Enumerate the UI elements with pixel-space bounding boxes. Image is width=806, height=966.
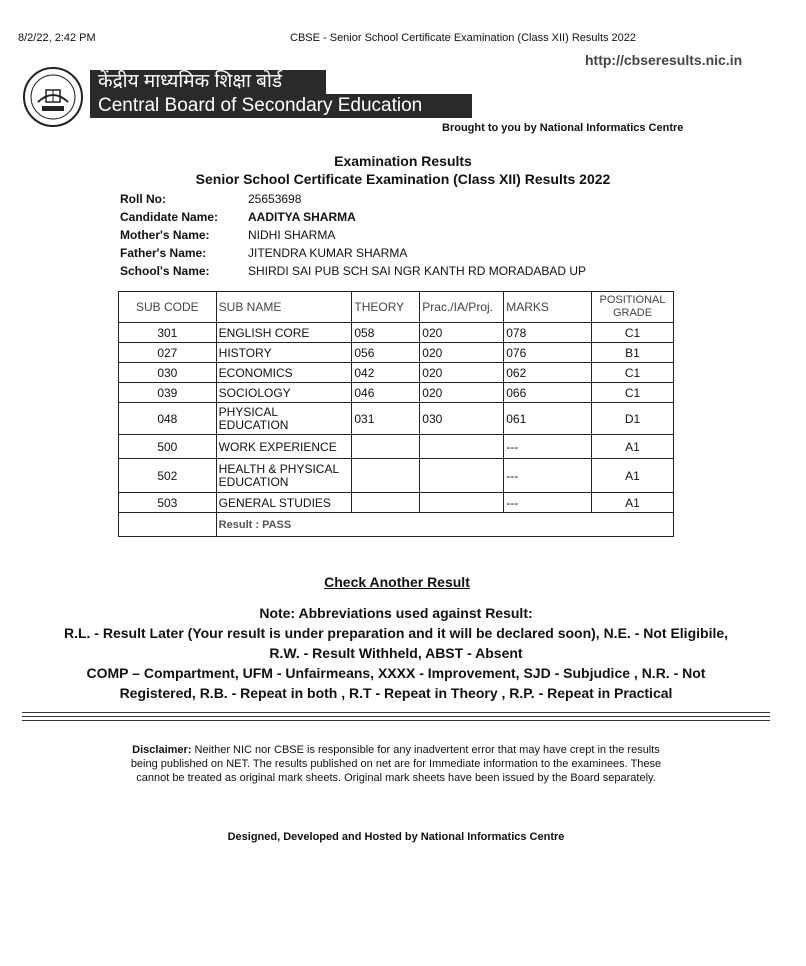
theory-marks: 058 bbox=[352, 323, 420, 343]
name-row bbox=[120, 208, 586, 226]
positional-grade: A1 bbox=[592, 435, 674, 459]
sub-code: 502 bbox=[119, 459, 217, 493]
sub-code: 500 bbox=[119, 435, 217, 459]
sub-code: 039 bbox=[119, 383, 217, 403]
positional-grade: D1 bbox=[592, 403, 674, 435]
board-name-hindi: केंद्रीय माध्यमिक शिक्षा बोर्ड bbox=[90, 70, 326, 94]
note-line-4: Registered, R.B. - Repeat in both , R.T - Repeat in Theory , R.P. - Repeat in Practical bbox=[119, 685, 673, 701]
divider bbox=[22, 716, 770, 717]
total-marks: --- bbox=[504, 493, 592, 513]
positional-grade: C1 bbox=[592, 383, 674, 403]
table-row bbox=[119, 403, 674, 435]
mother-row bbox=[120, 226, 586, 244]
practical-marks: 030 bbox=[420, 403, 504, 435]
theory-marks bbox=[352, 459, 420, 493]
school-row bbox=[120, 262, 586, 280]
sub-name: ECONOMICS bbox=[216, 363, 352, 383]
theory-marks: 046 bbox=[352, 383, 420, 403]
candidate-name-label: Candidate Name: bbox=[120, 210, 219, 224]
col-positional-grade bbox=[592, 292, 674, 323]
roll-value: 25653698 bbox=[248, 192, 302, 206]
disclaimer bbox=[118, 743, 674, 785]
note-line-3: COMP – Compartment, UFM - Unfairmeans, XXXX - Improvement, SJD - Subjudice , N.R. - Not bbox=[86, 665, 706, 681]
theory-marks bbox=[352, 493, 420, 513]
divider bbox=[22, 720, 770, 721]
table-row bbox=[119, 363, 674, 383]
sub-code: 301 bbox=[119, 323, 217, 343]
col-theory: THEORY bbox=[352, 292, 420, 323]
note-title: Note: Abbreviations used against Result: bbox=[259, 605, 533, 621]
roll-label: Roll No: bbox=[120, 192, 166, 206]
father-name-value: JITENDRA KUMAR SHARMA bbox=[248, 246, 408, 260]
disclaimer-label: Disclaimer: bbox=[132, 744, 192, 756]
col-sub-code: SUB CODE bbox=[119, 292, 217, 323]
sub-code: 027 bbox=[119, 343, 217, 363]
table-header-row bbox=[119, 292, 674, 323]
sub-code: 503 bbox=[119, 493, 217, 513]
mother-name-value: NIDHI SHARMA bbox=[248, 228, 336, 242]
practical-marks: 020 bbox=[420, 363, 504, 383]
note-line-2: R.W. - Result Withheld, ABST - Absent bbox=[269, 645, 523, 661]
practical-marks bbox=[420, 435, 504, 459]
exam-subheading: Senior School Certificate Examination (Class XII) Results 2022 bbox=[195, 171, 611, 187]
sub-name: HISTORY bbox=[216, 343, 352, 363]
disclaimer-text: Neither NIC nor CBSE is responsible for any inadvertent error that may have crept in the results being published on NET. The results published on net are for Immediate information to the examinees. These cannot be treated as original mark sheets. Original mark sheets have been issued by the Board separately. bbox=[130, 744, 662, 784]
sub-name: SOCIOLOGY bbox=[216, 383, 352, 403]
marks-table bbox=[118, 291, 674, 537]
theory-marks: 031 bbox=[352, 403, 420, 435]
brought-by-text: Brought to you by National Informatics Centre bbox=[442, 122, 684, 134]
result-status: Result : PASS bbox=[216, 513, 673, 537]
total-marks: --- bbox=[504, 435, 592, 459]
sub-name: PHYSICAL EDUCATION bbox=[216, 403, 352, 435]
total-marks: 066 bbox=[504, 383, 592, 403]
table-row bbox=[119, 493, 674, 513]
note-line-1: R.L. - Result Later (Your result is under preparation and it will be declared soon), N.E. - Not Eligibile, bbox=[63, 625, 729, 641]
positional-grade: C1 bbox=[592, 363, 674, 383]
school-name-value: SHIRDI SAI PUB SCH SAI NGR KANTH RD MORADABAD UP bbox=[248, 264, 587, 278]
practical-marks: 020 bbox=[420, 323, 504, 343]
mother-name-label: Mother's Name: bbox=[120, 228, 210, 242]
print-date: 8/2/22, 2:42 PM bbox=[18, 32, 96, 44]
practical-marks bbox=[420, 493, 504, 513]
exam-heading: Examination Results bbox=[334, 153, 472, 169]
total-marks: 061 bbox=[504, 403, 592, 435]
practical-marks bbox=[420, 459, 504, 493]
candidate-info bbox=[120, 190, 586, 280]
total-marks: 062 bbox=[504, 363, 592, 383]
print-title: CBSE - Senior School Certificate Examination (Class XII) Results 2022 bbox=[290, 32, 637, 44]
candidate-name-value: AADITYA SHARMA bbox=[248, 210, 356, 224]
roll-row bbox=[120, 190, 586, 208]
check-another-result-link[interactable]: Check Another Result bbox=[324, 574, 470, 590]
table-row bbox=[119, 383, 674, 403]
total-marks: --- bbox=[504, 459, 592, 493]
theory-marks: 042 bbox=[352, 363, 420, 383]
father-name-label: Father's Name: bbox=[120, 246, 207, 260]
divider bbox=[22, 712, 770, 713]
practical-marks: 020 bbox=[420, 343, 504, 363]
theory-marks bbox=[352, 435, 420, 459]
theory-marks: 056 bbox=[352, 343, 420, 363]
result-row bbox=[119, 513, 674, 537]
positional-grade: C1 bbox=[592, 323, 674, 343]
positional-grade: B1 bbox=[592, 343, 674, 363]
col-sub-name: SUB NAME bbox=[216, 292, 352, 323]
footer-credit: Designed, Developed and Hosted by National Informatics Centre bbox=[227, 831, 565, 843]
total-marks: 076 bbox=[504, 343, 592, 363]
abbreviation-note bbox=[0, 603, 792, 703]
col-practical: Prac./IA/Proj. bbox=[420, 292, 504, 323]
practical-marks: 020 bbox=[420, 383, 504, 403]
sub-code: 030 bbox=[119, 363, 217, 383]
site-url[interactable]: http://cbseresults.nic.in bbox=[585, 52, 743, 68]
result-empty-cell bbox=[119, 513, 217, 537]
table-row bbox=[119, 343, 674, 363]
cbse-emblem-icon bbox=[22, 66, 84, 128]
table-row bbox=[119, 323, 674, 343]
positional-grade: A1 bbox=[592, 493, 674, 513]
board-name-english: Central Board of Secondary Education bbox=[90, 94, 472, 118]
sub-name: ENGLISH CORE bbox=[216, 323, 352, 343]
sub-code: 048 bbox=[119, 403, 217, 435]
sub-name: GENERAL STUDIES bbox=[216, 493, 352, 513]
positional-grade: A1 bbox=[592, 459, 674, 493]
table-row bbox=[119, 459, 674, 493]
school-name-label: School's Name: bbox=[120, 264, 210, 278]
father-row bbox=[120, 244, 586, 262]
total-marks: 078 bbox=[504, 323, 592, 343]
grade-header-line2: GRADE bbox=[612, 307, 653, 319]
grade-header-line1: POSITIONAL bbox=[599, 294, 666, 306]
sub-name: HEALTH & PHYSICAL EDUCATION bbox=[216, 459, 352, 493]
col-marks: MARKS bbox=[504, 292, 592, 323]
sub-name: WORK EXPERIENCE bbox=[216, 435, 352, 459]
table-row bbox=[119, 435, 674, 459]
